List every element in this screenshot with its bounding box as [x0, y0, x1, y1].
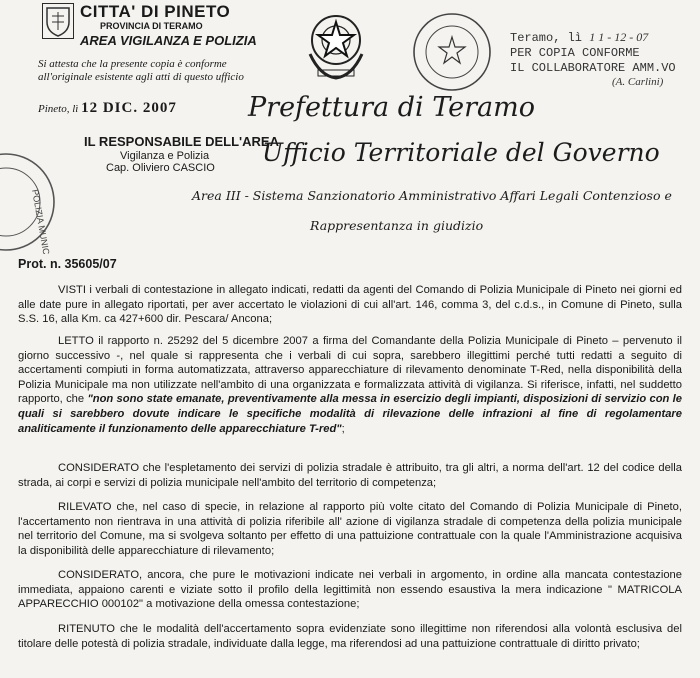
stamp-line: Teramo, lì: [510, 31, 583, 45]
attestation-date: [38, 100, 177, 117]
italian-republic-emblem: [300, 4, 372, 84]
paragraph-letto: [18, 334, 682, 436]
responsabile-title: IL RESPONSABILE DELL'AREA: [84, 134, 279, 149]
responsabile-name: Cap. Oliviero CASCIO: [106, 162, 215, 174]
city-crest-logo: [42, 3, 74, 39]
polizia-municipale-stamp: [0, 150, 58, 254]
paragraph-considerato-1: [18, 461, 682, 490]
area-name: AREA VIGILANZA E POLIZIA: [80, 33, 257, 48]
paragraph-visti: [18, 283, 682, 327]
paragraph-considerato-2: [18, 568, 682, 612]
paragraph-text: LETTO il rapporto n. 25292 del 5 dicembre 2007 a firma del Comandante della Polizia Municipale di Pineto – pervenuto il giorno successivo -, nel quale si rappresenta che i verbali di cui sopra, sarebbero illegittimi perché tutti redatti a seguito di accertamenti compiuti in forma automatizzata, attraverso apparecchiature di rilevamento denominate T-Red, nella disponibilità della Polizia Municipale ma non utilizzate nell'ambito di una organizzata e formalizzata attività di vigilanza. Si riferisce, infatti, nel suddetto rapporto, che: [18, 335, 682, 406]
paragraph-text: RITENUTO che le modalità dell'accertamento sopra evidenziate sono illegittime non riferendosi alla volontà esclusiva del titolare delle potestà di polizia stradale, individuate dalla legge, ma riferendosi ad una pattuizione contrattuale di diritto privato;: [18, 623, 682, 650]
place-label: Pineto, lì: [38, 103, 79, 115]
left-stamp-text: POLIZIA MUNICIPALE: [30, 188, 56, 254]
paragraph-text: VISTI i verbali di contestazione in allegato indicati, redatti da agenti del Comando di Polizia Municipale di Pineto nei giorni ed alle date pure in allegato riportati, per aver accertato le violazioni di cui all'art. 146, comma 3, del c.d.s., in Comune di Pineto, sulla S.S. 16, alla Km. ca 427+600 dir. Pescara/ Ancona;: [18, 284, 682, 326]
stamp-line: PER COPIA CONFORME: [510, 46, 640, 60]
responsabile-role: Vigilanza e Polizia: [120, 150, 210, 162]
paragraph-ritenuto: [18, 622, 682, 651]
prefettura-round-stamp: [410, 10, 494, 94]
attestation: [38, 58, 268, 84]
conformity-stamp: [510, 30, 676, 76]
header-utg: Ufficio Territoriale del Governo: [262, 138, 660, 167]
paragraph-text: RILEVATO che, nel caso di specie, in relazione al rapporto più volte citato del Comando di Polizia Municipale di Pineto, l'accertamento non rientrava in una attività di polizia riferibile all' azione di vigilanza stradale di competenza della polizia municipale nel territorio del Comune, ma si svolgeva soltanto per effetto di una pattuizione contrattuale con la quale l'Amministrazione acquisiva la disponibilità delle apparecchiature di rilevamento;: [18, 501, 682, 557]
attestation-line: Si attesta che la presente copia è conforme: [38, 58, 227, 70]
handwritten-date: 1 1 - 12 - 07: [589, 30, 649, 44]
paragraph-tail: ;: [341, 422, 345, 435]
paragraph-emphasis: "non sono state emanate, preventivamente alla messa in esercizio degli impianti, disposizioni di servizio con le quali si sarebbero dovute indicare le specifiche modalità di rilevazione delle infrazioni al fine di regolamentare analiticamente il funzionamento delle apparecchiature T-red": [18, 393, 682, 435]
protocol-number: Prot. n. 35605/07: [18, 257, 117, 271]
paragraph-rilevato: [18, 500, 682, 558]
paragraph-text: CONSIDERATO che l'espletamento dei servizi di polizia stradale è attribuito, tra gli altri, a norma dell'art. 12 del codice della strada, ai corpi e servizi di polizia municipale nell'ambito del territorio di competenza;: [18, 462, 682, 489]
collaborator-name: (A. Carlini): [612, 76, 664, 88]
header-area: Area III - Sistema Sanzionatorio Amministrativo Affari Legali Contenzioso e: [192, 188, 672, 203]
header-area-cont: Rappresentanza in giudizio: [310, 218, 484, 233]
paragraph-text: CONSIDERATO, ancora, che pure le motivazioni indicate nei verbali in argomento, in ordine alla mancata contestazione immediata, appaiono carenti e viziate sotto il profilo della legittimità non essendo esaustiva la mera indicazione " MATRICOLA APPARECCHIO 000102" a motivazione della omessa contestazione;: [18, 569, 682, 611]
header-prefettura: Prefettura di Teramo: [248, 92, 535, 123]
province-name: PROVINCIA DI TERAMO: [100, 21, 203, 31]
stamp-line: IL COLLABORATORE AMM.VO: [510, 61, 676, 75]
attestation-line: all'originale esistente agli atti di questo ufficio: [38, 71, 244, 83]
stamp-date: 12 DIC. 2007: [81, 100, 177, 116]
city-name: CITTA' DI PINETO: [80, 2, 231, 21]
